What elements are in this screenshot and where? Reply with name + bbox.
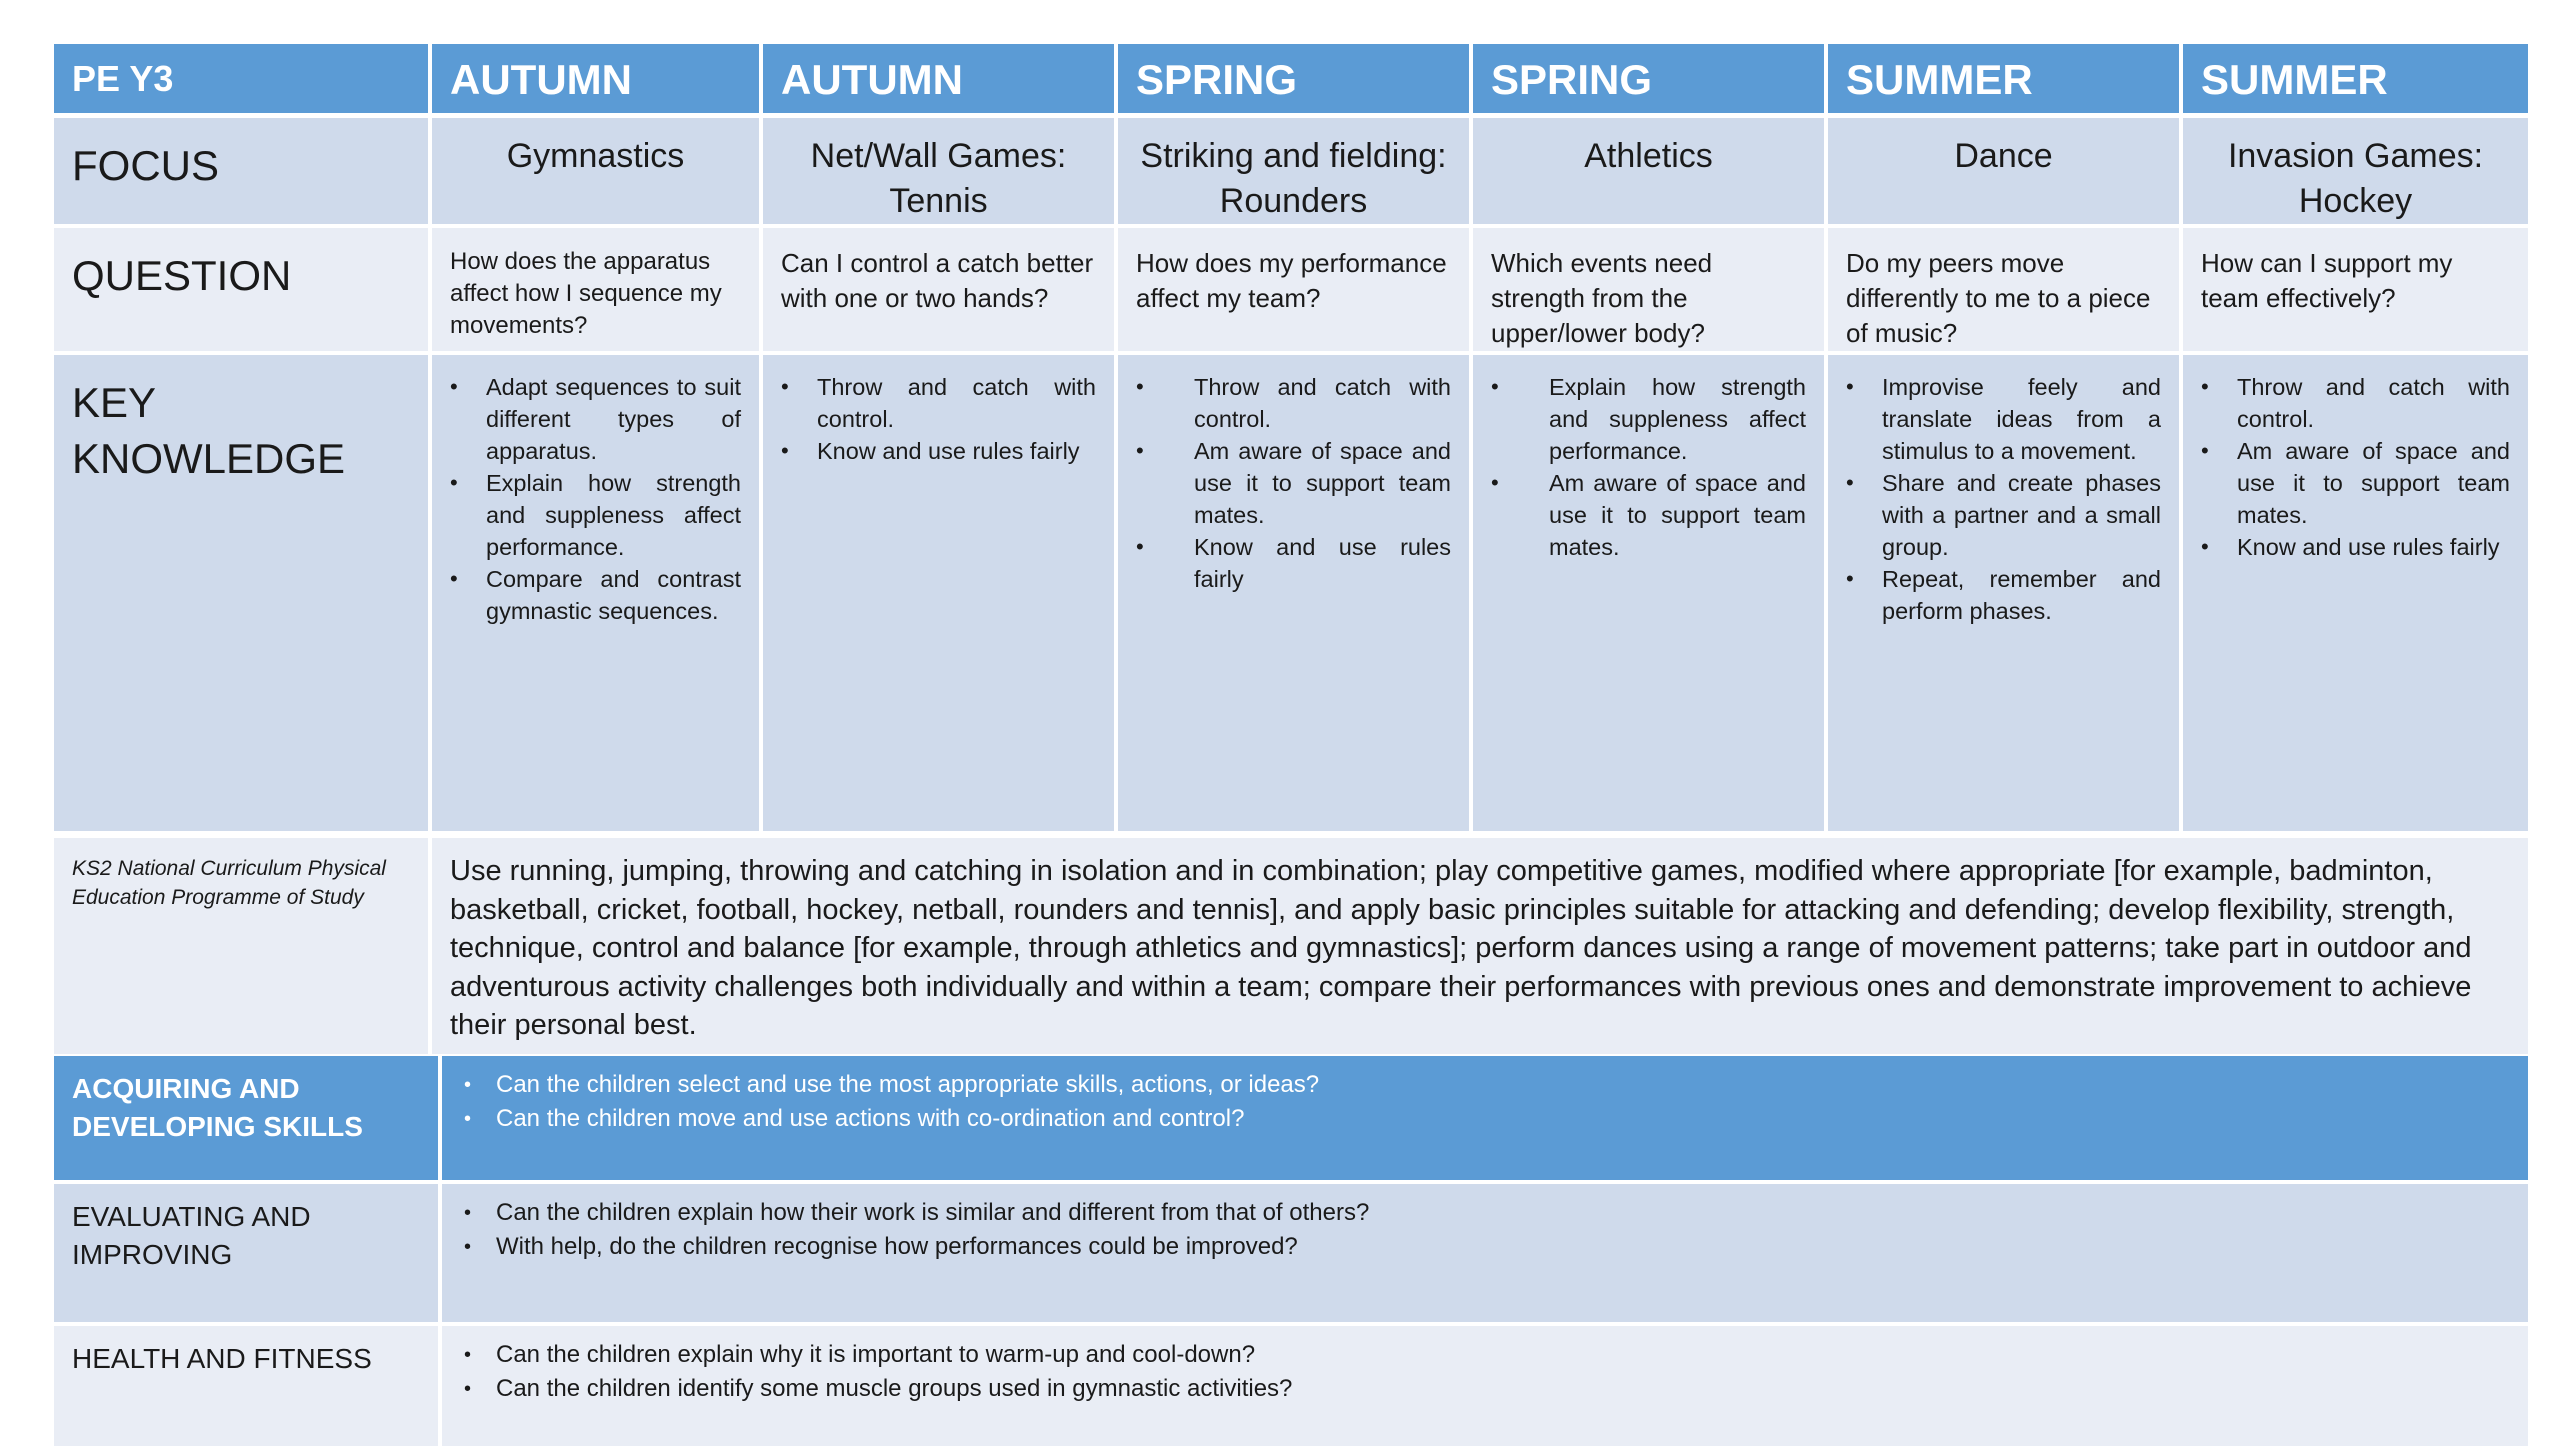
key-knowledge-row (54, 355, 2528, 835)
curriculum-row (54, 838, 2528, 1054)
list-item: • Know and use rules fairly (2201, 531, 2510, 563)
list-item: • Know and use rules fairly (781, 435, 1096, 467)
evaluating-label: EVALUATING AND IMPROVING (54, 1184, 442, 1322)
table-title: PE Y3 (54, 44, 432, 118)
health-fitness-list (442, 1326, 2528, 1446)
header-row (54, 44, 2528, 118)
key-knowledge-cell-3 (1118, 355, 1473, 835)
acquiring-skills-list (442, 1056, 2528, 1180)
evaluating-list (442, 1184, 2528, 1322)
list-item: • Compare and contrast gymnastic sequences. (450, 563, 741, 627)
focus-cell-2: Net/Wall Games: Tennis (763, 118, 1118, 228)
list-item: • Explain how strength and suppleness affect performance. (450, 467, 741, 563)
list-item: • Know and use rules fairly (1136, 531, 1451, 595)
focus-cell-5: Dance (1828, 118, 2183, 228)
key-knowledge-cell-4 (1473, 355, 1828, 835)
list-item: • Repeat, remember and perform phases. (1846, 563, 2161, 627)
curriculum-table (54, 44, 2528, 835)
term-header-5: SUMMER (1828, 44, 2183, 118)
focus-cell-6: Invasion Games: Hockey (2183, 118, 2528, 228)
list-item: • Throw and catch with control. (1136, 371, 1451, 435)
term-header-6: SUMMER (2183, 44, 2528, 118)
key-knowledge-label: KEY KNOWLEDGE (54, 355, 432, 835)
list-item: • Adapt sequences to suit different types of apparatus. (450, 371, 741, 467)
list-item: • With help, do the children recognise how performances could be improved? (460, 1230, 2510, 1264)
term-header-2: AUTUMN (763, 44, 1118, 118)
list-item: • Throw and catch with control. (2201, 371, 2510, 435)
list-item: • Improvise feely and translate ideas from a stimulus to a movement. (1846, 371, 2161, 467)
evaluating-row (54, 1184, 2528, 1322)
list-item: • Am aware of space and use it to support team mates. (2201, 435, 2510, 531)
focus-row (54, 118, 2528, 228)
question-cell-4: Which events need strength from the upper/lower body? (1473, 228, 1828, 355)
list-item: • Explain how strength and suppleness affect performance. (1491, 371, 1806, 467)
list-item: • Throw and catch with control. (781, 371, 1096, 435)
acquiring-skills-label: ACQUIRING AND DEVELOPING SKILLS (54, 1056, 442, 1180)
key-knowledge-list-1 (432, 355, 759, 627)
key-knowledge-cell-2 (763, 355, 1118, 835)
question-row (54, 228, 2528, 355)
focus-label: FOCUS (54, 118, 432, 228)
list-item: • Am aware of space and use it to support team mates. (1136, 435, 1451, 531)
question-cell-2: Can I control a catch better with one or two hands? (763, 228, 1118, 355)
term-header-3: SPRING (1118, 44, 1473, 118)
question-cell-5: Do my peers move differently to me to a piece of music? (1828, 228, 2183, 355)
question-cell-6: How can I support my team effectively? (2183, 228, 2528, 355)
key-knowledge-list-3 (1118, 355, 1469, 595)
key-knowledge-cell-6 (2183, 355, 2528, 835)
question-label: QUESTION (54, 228, 432, 355)
curriculum-label: KS2 National Curriculum Physical Education Programme of Study (54, 838, 432, 1054)
focus-cell-3: Striking and fielding: Rounders (1118, 118, 1473, 228)
key-knowledge-list-6 (2183, 355, 2528, 563)
list-item: • Share and create phases with a partner and a small group. (1846, 467, 2161, 563)
term-header-4: SPRING (1473, 44, 1828, 118)
key-knowledge-list-4 (1473, 355, 1824, 563)
focus-cell-4: Athletics (1473, 118, 1828, 228)
key-knowledge-list-5 (1828, 355, 2179, 627)
key-knowledge-list-2 (763, 355, 1114, 467)
acquiring-skills-row (54, 1056, 2528, 1180)
focus-cell-1: Gymnastics (432, 118, 763, 228)
list-item: • Can the children identify some muscle groups used in gymnastic activities? (460, 1372, 2510, 1406)
question-cell-3: How does my performance affect my team? (1118, 228, 1473, 355)
list-item: • Can the children explain how their work is similar and different from that of others? (460, 1196, 2510, 1230)
question-cell-1: How does the apparatus affect how I sequence my movements? (432, 228, 763, 355)
health-fitness-row (54, 1326, 2528, 1446)
pe-y3-curriculum-map (54, 44, 2528, 1402)
list-item: • Can the children move and use actions with co-ordination and control? (460, 1102, 2510, 1136)
health-fitness-label: HEALTH AND FITNESS (54, 1326, 442, 1446)
list-item: • Can the children explain why it is important to warm-up and cool-down? (460, 1338, 2510, 1372)
list-item: • Am aware of space and use it to support team mates. (1491, 467, 1806, 563)
key-knowledge-cell-1 (432, 355, 763, 835)
curriculum-text: Use running, jumping, throwing and catching in isolation and in combination; play competitive games, modified where appropriate [for example, badminton, basketball, cricket, football, hockey, netball, rounders and tennis], and apply basic principles suitable for attacking and defending; develop flexibility, strength, technique, control and balance [for example, through athletics and gymnastics]; perform dances using a range of movement patterns; take part in outdoor and adventurous activity challenges both individually and within a team; compare their performances with previous ones and demonstrate improvement to achieve their personal best. (450, 855, 2472, 1041)
key-knowledge-cell-5 (1828, 355, 2183, 835)
term-header-1: AUTUMN (432, 44, 763, 118)
list-item: • Can the children select and use the most appropriate skills, actions, or ideas? (460, 1068, 2510, 1102)
